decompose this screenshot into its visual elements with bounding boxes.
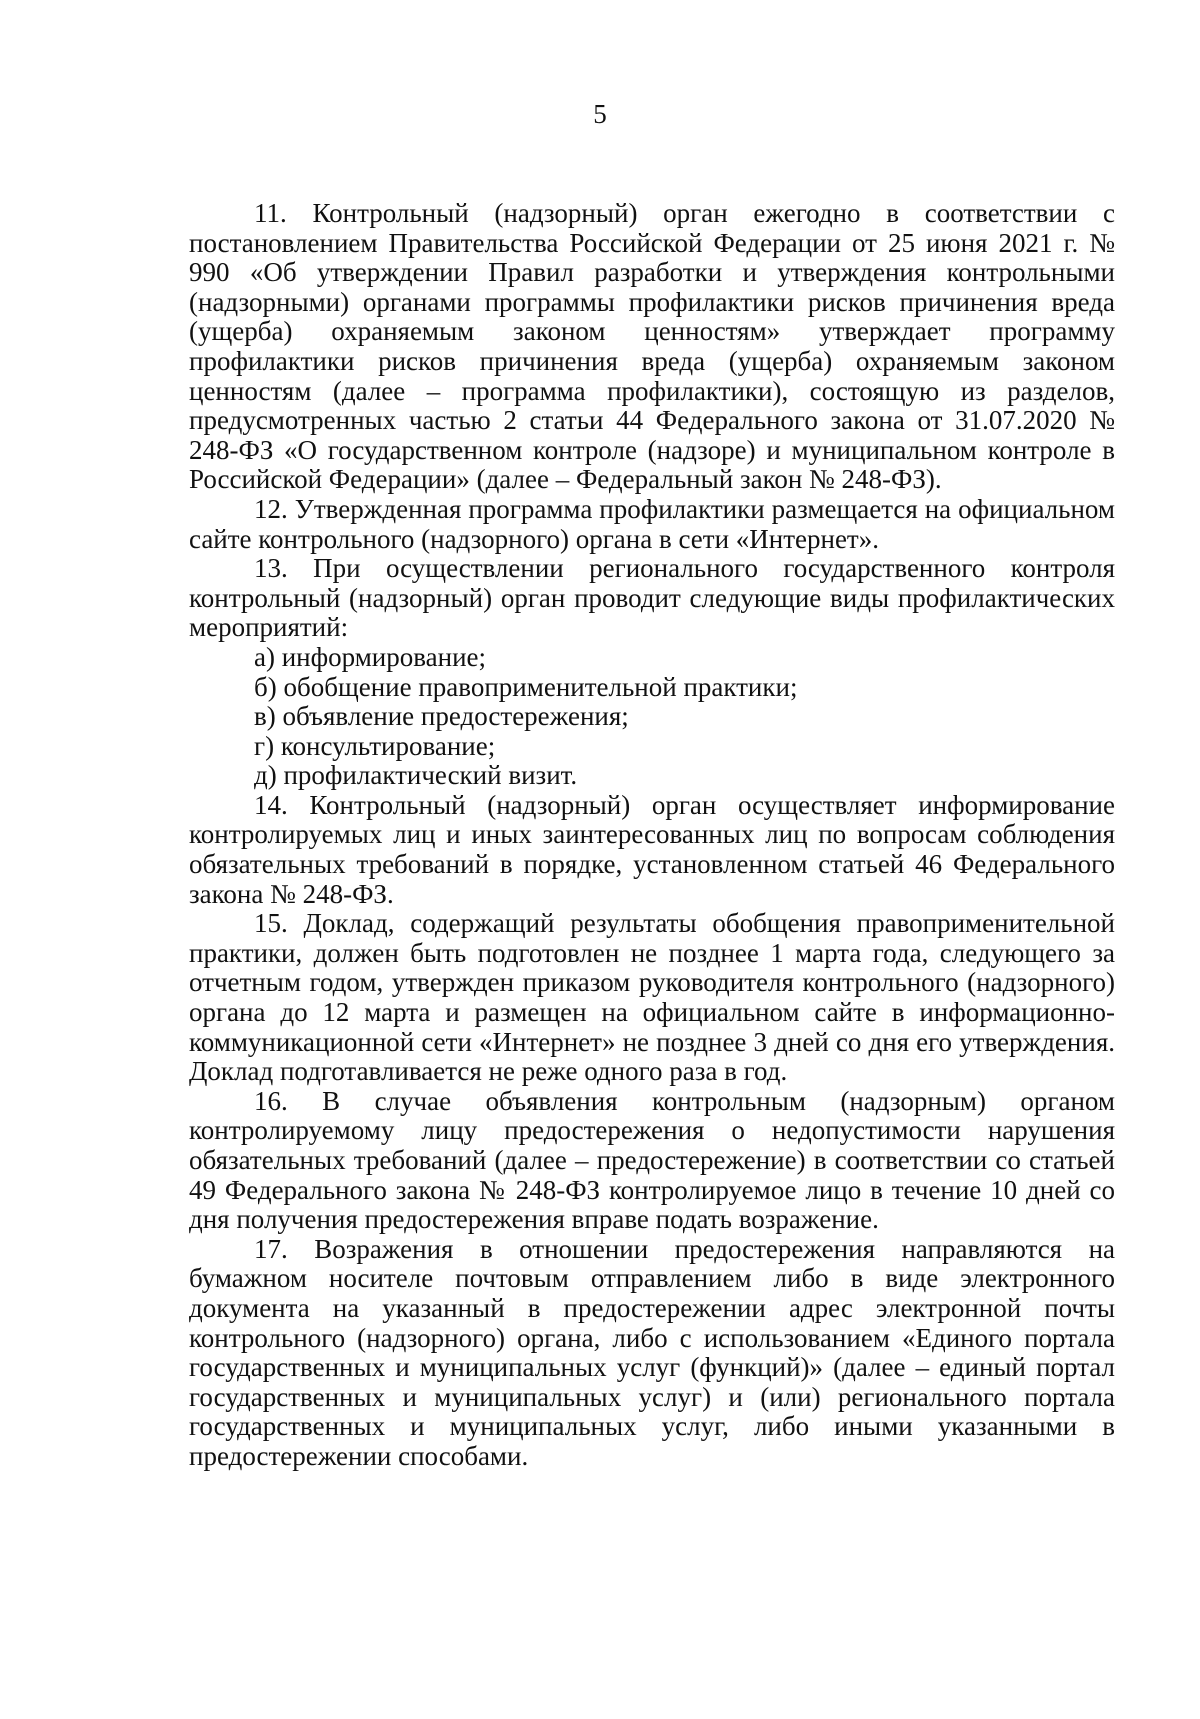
paragraph-13: 13. При осуществлении регионального государственного контроля контрольный (надзорный) орган проводит следующие виды профилактических мероприятий: — [189, 553, 1115, 643]
paragraph-11: 11. Контрольный (надзорный) орган ежегодно в соответствии с постановлением Правительства Российской Федерации от 25 июня 2021 г. № 990 «Об утверждении Правил разработки и утверждения контрольными (надзорными) органами программы профилактики рисков причинения вреда (ущерба) охраняемым законом ценностям» утверждает программу профилактики рисков причинения вреда (ущерба) охраняемым законом ценностям (далее – программа профилактики), состоящую из разделов, предусмотренных частью 2 статьи 44 Федерального закона от 31.07.2020 № 248-ФЗ «О государственном контроле (надзоре) и муниципальном контроле в Российской Федерации» (далее – Федеральный закон № 248-ФЗ). — [189, 198, 1115, 495]
list-item: д) профилактический визит. — [254, 760, 578, 791]
list-item: б) обобщение правоприменительной практики; — [254, 671, 798, 702]
paragraph-14: 14. Контрольный (надзорный) орган осуществляет информирование контролируемых лиц и иных заинтересованных лиц по вопросам соблюдения обязательных требований в порядке, установленном статьей 46 Федерального закона № 248-ФЗ. — [189, 789, 1115, 909]
paragraph-16: 16. В случае объявления контрольным (надзорным) органом контролируемому лицу предостережения о недопустимости нарушения обязательных требований (далее – предостережение) в соответствии со статьей 49 Федерального закона № 248-ФЗ контролируемое лицо в течение 10 дней со дня получения предостережения вправе подать возражение. — [189, 1085, 1115, 1235]
paragraph-15: 15. Доклад, содержащий результаты обобщения правоприменительной практики, должен быть подготовлен не позднее 1 марта года, следующего за отчетным годом, утвержден приказом руководителя контрольного (надзорного) органа до 12 марта и размещен на официальном сайте в информационно-коммуникационной сети «Интернет» не позднее 3 дней со дня его утверждения. Доклад подготавливается не реже одного раза в год. — [189, 908, 1115, 1087]
paragraph-12: 12. Утвержденная программа профилактики размещается на официальном сайте контрольного (надзорного) органа в сети «Интернет». — [189, 493, 1115, 554]
list-item: г) консультирование; — [254, 730, 496, 761]
paragraph-17: 17. Возражения в отношении предостережения направляются на бумажном носителе почтовым отправлением либо в виде электронного документа на указанный в предостережении адрес электронной почты контрольного (надзорного) органа, либо с использованием «Единого портала государственных и муниципальных услуг (функций)» (далее – единый портал государственных и муниципальных услуг) и (или) регионального портала государственных и муниципальных услуг, либо иными указанными в предостережении способами. — [189, 1233, 1115, 1471]
measures-list — [189, 643, 1115, 791]
document-body — [189, 199, 1115, 1472]
list-item: а) информирование; — [254, 641, 487, 672]
list-item: в) объявление предостережения; — [254, 701, 629, 732]
page-number: 5 — [593, 99, 607, 129]
